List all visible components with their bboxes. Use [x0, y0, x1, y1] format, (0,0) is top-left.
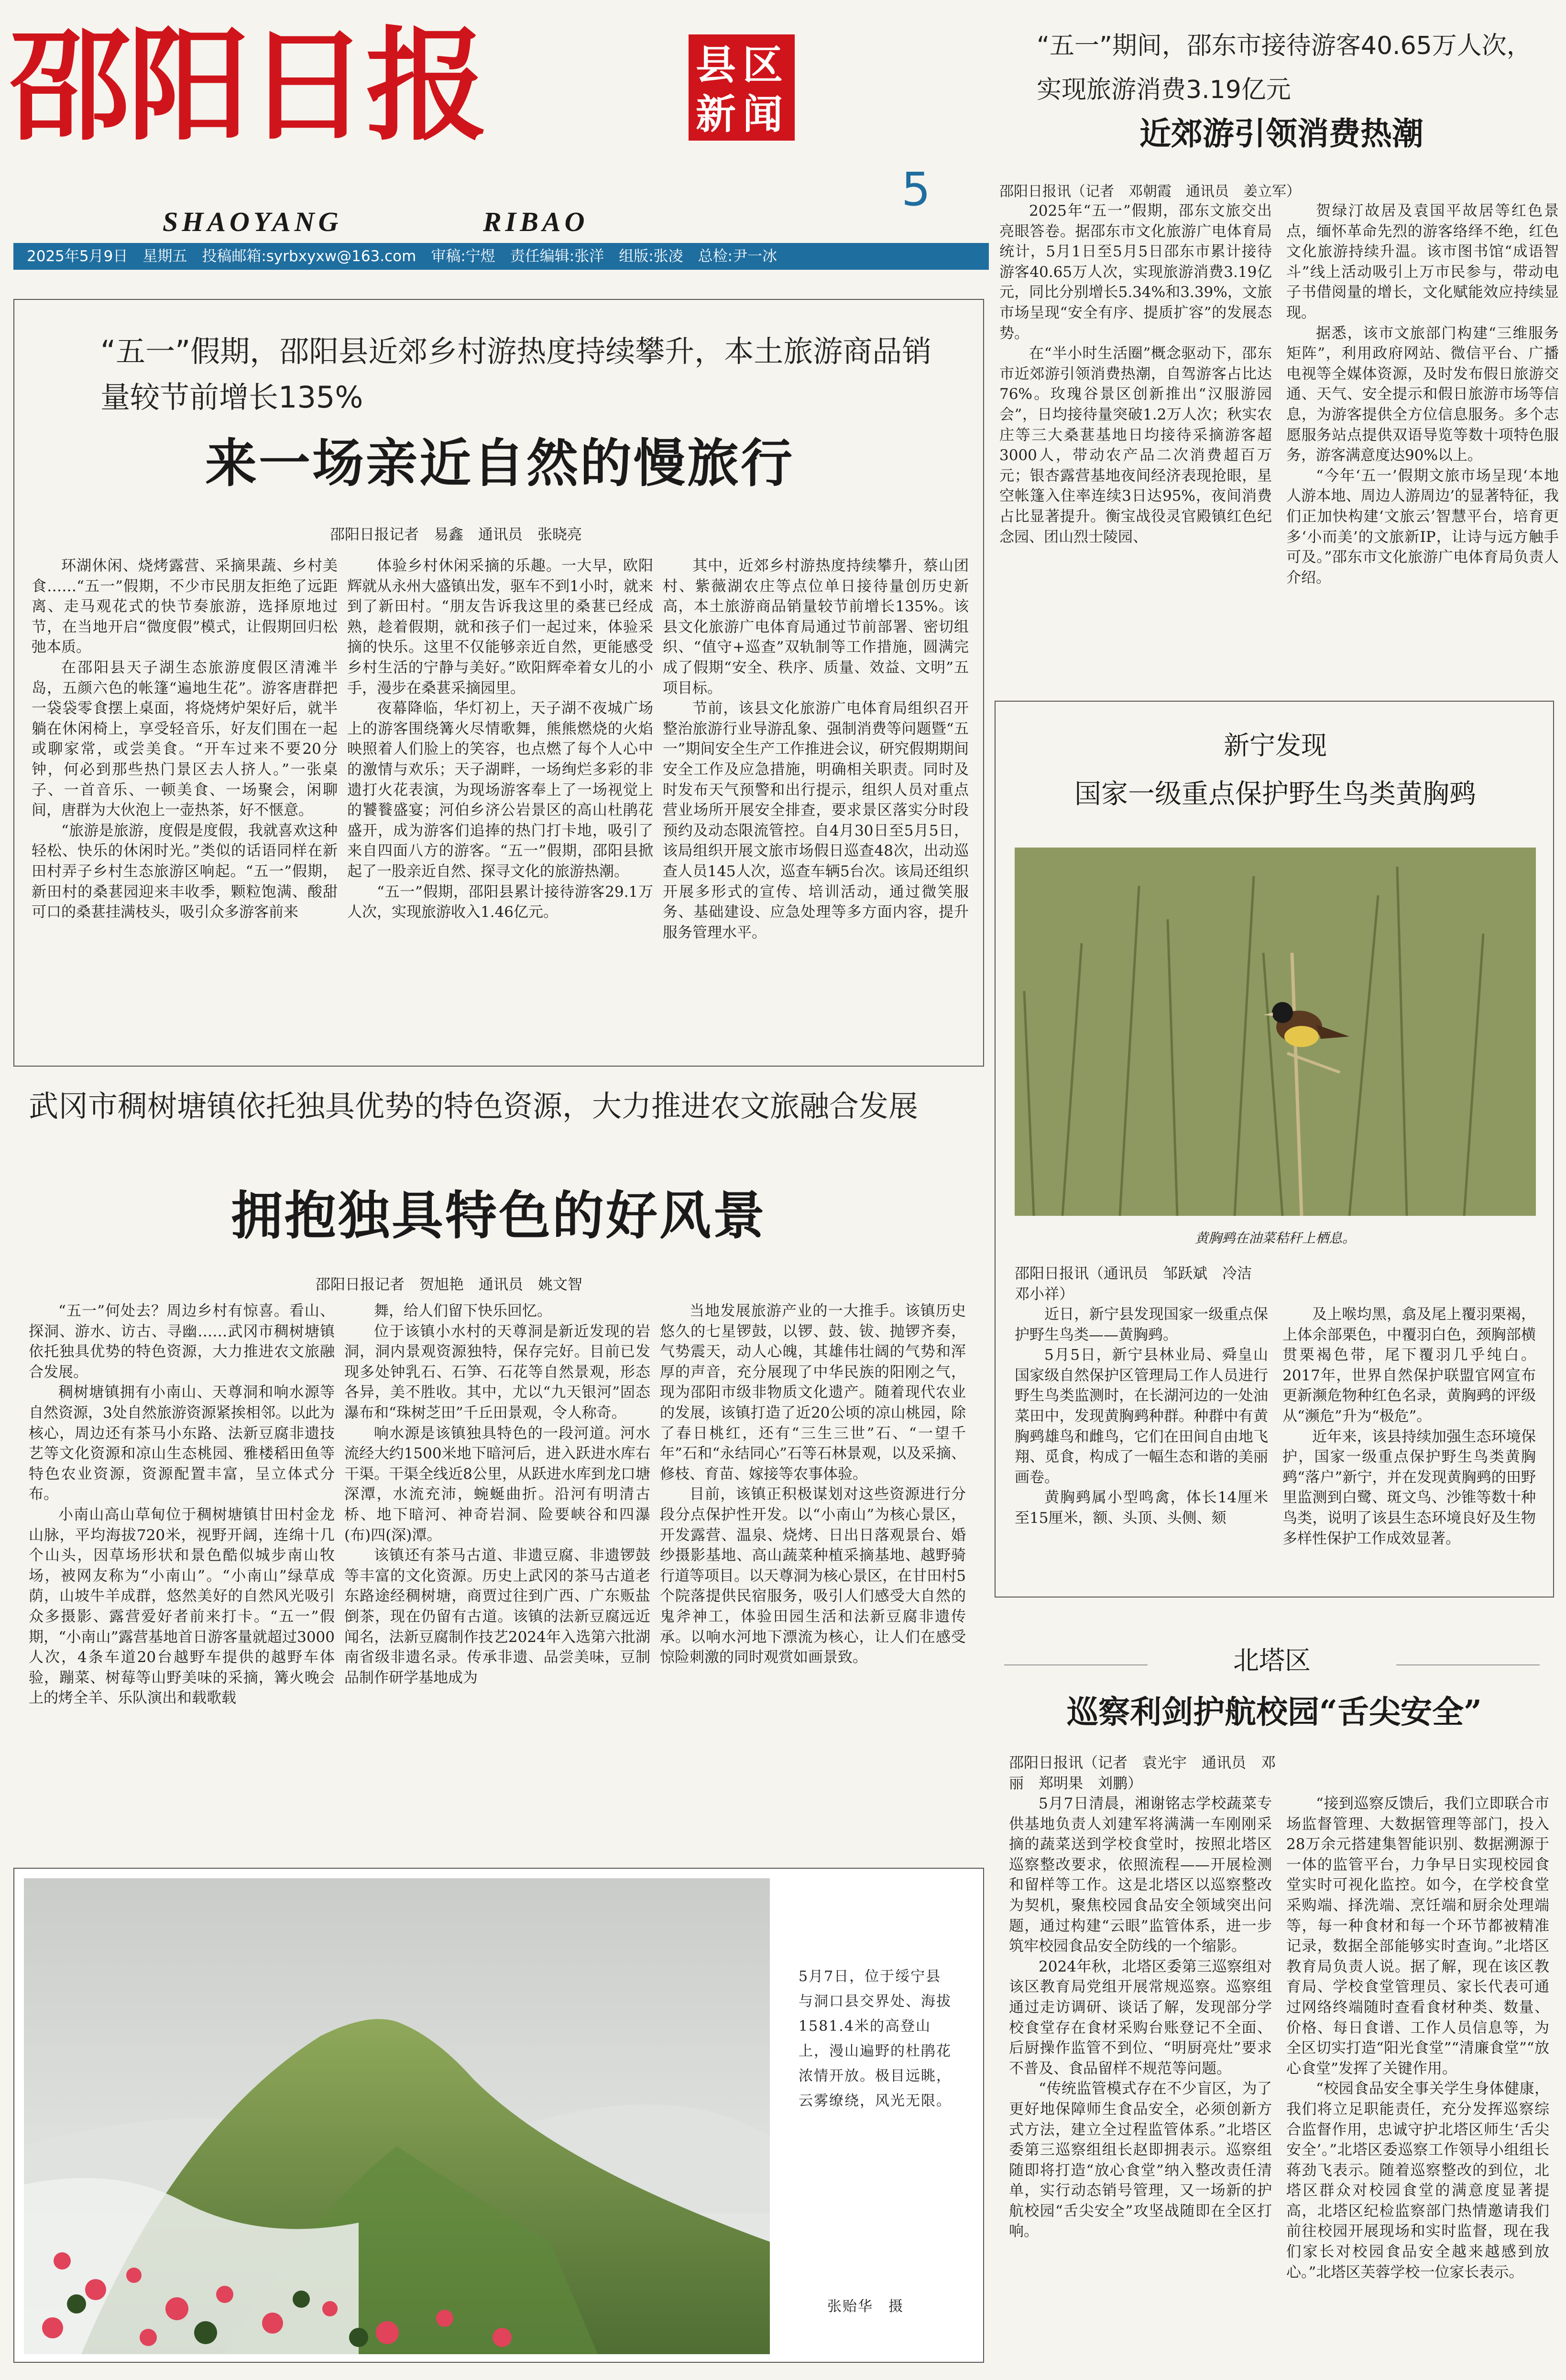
xinning-title: 国家一级重点保护野生鸟类黄胸鹀	[1074, 779, 1476, 810]
dongkou-title: 近郊游引领消费热潮	[1139, 115, 1424, 152]
xinning-byline: 邵阳日报讯（通讯员 邹跃斌 冷洁 邓小祥）	[1015, 1265, 1267, 1303]
beita-body	[1009, 1794, 1549, 2368]
divider	[1396, 1664, 1540, 1665]
masthead-title: 邵阳日报	[9, 14, 485, 157]
masthead-en-right: RIBAO	[483, 206, 589, 237]
masthead-en-left: SHAOYANG	[163, 206, 342, 237]
shaoyang-byline: 邵阳日报记者 易鑫 通讯员 张晓亮	[330, 526, 582, 543]
shaoyang-body	[32, 556, 969, 1053]
xinning-article-frame	[995, 701, 1554, 1598]
section-char: 闻	[742, 90, 783, 138]
section-badge	[689, 34, 795, 141]
article-column: 舞，给人们留下快乐回忆。 位于该镇小水村的天尊洞是新近发现的岩洞，洞内景观资源独特，保存完好。目前已发现多处钟乳石、石笋、石花等自然景观，形态各异，美不胜收。其中，尤以“九天银河”固态瀑布和“珠树芝田”千丘田景观，令人称奇。 响水源是该镇独具特色的一段河道。河水流经大约1500米地下暗河后，进入跃进水库右干渠。干渠全线近8公里，从跃进水库到龙口塘深潭，水流充沛，蜿蜒曲折。沿河有明清古桥、地下暗河、神奇岩洞、险要峡谷和四瀑(布)四(深)潭。 该镇还有茶马古道、非遗豆腐、非遗锣鼓等丰富的文化资源。历史上武冈的茶马古道老东路途经稠树塘，商贾过往到广西、广东贩盐倒茶，现在仍留有古道。该镇的法新豆腐远近闻名，法新豆腐制作技艺2024年入选第六批湖南省级非遗名录。传承非遗、品尝美味，豆制品制作研学基地成为	[344, 1302, 650, 1686]
beita-lead: 北塔区	[1233, 1645, 1311, 1675]
article-column: 2025年“五一”假期，邵东文旅交出亮眼答卷。据邵东市文化旅游广电体育局统计，5月1日至5月5日邵东市累计接待游客40.65万人次，实现旅游消费3.19亿元，同比分别增长5.34%和3.39%，文旅市场呈现“安全有序、提质扩容”的发展态势。 在“半小时生活圈”概念驱动下，邵东市近郊游引领消费热潮，自驾游客占比达76%。玫瑰谷景区创新推出“汉服游园会”，日均接待量突破1.2万人次；秋实农庄等三大桑葚基地日均接待采摘游客超3000人，带动农产品二次消费超百万元；银杏露营基地夜间经济表现抢眼，星空帐篷入住率连续3日达95%，夜间消费占比显著提升。衡宝战役灵官殿镇红色纪念园、团山烈士陵园、	[999, 202, 1272, 546]
divider	[1004, 1664, 1148, 1665]
mountain-photo-credit: 张贻华 摄	[827, 2298, 904, 2315]
wugang-lead: 武冈市稠树塘镇依托独具优势的特色资源，大力推进农文旅融合发展	[29, 1089, 919, 1124]
dongkou-body	[999, 201, 1559, 689]
dongkou-lead: “五一”期间，邵东市接待游客40.65万人次，实现旅游消费3.19亿元	[1037, 32, 1532, 104]
article-column: 体验乡村休闲采摘的乐趣。一大早，欧阳辉就从永州大盛镇出发，驱车不到1小时，就来到了新田村。“朋友告诉我这里的桑葚已经成熟，趁着假期，就和孩子们一起过来，体验采摘的快乐。这里不仅能够亲近自然，更能感受乡村生活的宁静与美好。”欧阳辉牵着女儿的小手，漫步在桑葚采摘园里。 夜幕降临，华灯初上，天子湖不夜城广场上的游客围绕篝火尽情歌舞，熊熊燃烧的火焰映照着人们脸上的笑容，也点燃了每个人心中的激情与欢乐；天子湖畔，一场绚烂多彩的非遗打火花表演，为现场游客奉上了一场视觉上的饕餮盛宴；河伯乡济公岩景区的高山杜鹃花盛开，成为游客们追捧的热门打卡地，吸引了来自四面八方的游客。“五一”假期，邵阳县掀起了一股亲近自然、探寻文化的旅游热潮。 “五一”假期，邵阳县累计接待游客29.1万人次，实现旅游收入1.46亿元。	[347, 557, 653, 921]
bird-on-stalk-photo	[1015, 848, 1536, 1216]
section-char: 新	[695, 90, 736, 138]
shaoyang-article-frame	[13, 299, 984, 1067]
info-bar: 2025年5月9日 星期五 投稿邮箱:syrbxyxw@163.com 审稿:宁煜 责任编辑:张洋 组版:张凌 总检:尹一冰	[13, 243, 989, 270]
beita-title: 巡察利剑护航校园“舌尖安全”	[1067, 1693, 1482, 1730]
wugang-byline: 邵阳日报记者 贺旭艳 通讯员 姚文智	[316, 1276, 582, 1293]
shaoyang-lead: “五一”假期，邵阳县近郊乡村游热度持续攀升，本土旅游商品销量较节前增长135%	[100, 334, 932, 415]
article-column: 5月7日清晨，湘谢铭志学校蔬菜专供基地负责人刘建军将满满一车刚刚采摘的蔬菜送到学校食堂时，按照北塔区巡察整改要求，依照流程——开展检测和留样等工作。这是北塔区以巡察整改为契机，聚焦校园食品安全领域突出问题，通过构建“云眼”监管体系，进一步筑牢校园食品安全防线的一个缩影。 2024年秋，北塔区委第三巡察组对该区教育局党组开展常规巡察。巡察组通过走访调研、谈话了解，发现部分学校食堂存在食材采购台账登记不全面、后厨操作监管不到位、“明厨亮灶”要求不普及、食品留样不规范等问题。 “传统监管模式存在不少盲区，为了更好地保障师生食品安全，必须创新方式方法，建立全过程监管体系。”北塔区委第三巡察组组长赵即拥表示。巡察组随即将打造“放心食堂”纳入整改责任清单，实行动态销号管理，又一场新的护航校园“舌尖安全”攻坚战随即在全区打响。	[1009, 1795, 1272, 2240]
wugang-title: 拥抱独具特色的好风景	[230, 1186, 767, 1246]
article-column: “接到巡察反馈后，我们立即联合市场监督管理、大数据管理等部门，投入28万余元搭建集智能识别、数据溯源于一体的监管平台，力争早日实现校园食堂实时可视化监控。如今，在学校食堂采购端、择洗端、烹饪端和厨余处理端等，每一种食材和每一个环节都被精准记录，数据全部能够实时查询。”北塔区教育局负责人说。据了解，现在该区教育局、学校食堂管理员、家长代表可通过网络终端随时查看食材种类、数量、价格、每日食谱、工作人员信息等，为全区切实打造“阳光食堂”“清廉食堂”“放心食堂”发挥了关键作用。 “校园食品安全事关学生身体健康，我们将立足职能责任，充分发挥巡察综合监督作用，忠诚守护北塔区师生‘舌尖安全’。”北塔区委巡察工作领导小组组长蒋劲飞表示。随着巡察整改的到位，北塔区群众对校园食堂的满意度显著提高，北塔区纪检监察部门热情邀请我们前往校园开展现场和实时监督，现在我们家长对校园食品安全越来越感到放心。”北塔区芙蓉学校一位家长表示。	[1286, 1795, 1549, 2281]
section-char: 区	[742, 41, 783, 88]
section-char: 县	[695, 41, 736, 88]
article-column: 及上喉均黑，翕及尾上覆羽栗褐，上体余部栗色，中覆羽白色，颈胸部横贯栗褐色带，尾下覆羽几乎纯白。2017年，世界自然保护联盟官网宣布更新濒危物种红色名录，黄胸鹀的评级从“濒危”升为“极危”。 近年来，该县持续加强生态环境保护，国家一级重点保护野生鸟类黄胸鹀“落户”新宁，并在发现黄胸鹀的田野里监测到白鹭、斑文鸟、沙锥等数十种鸟类，说明了该县生态环境良好及生物多样性保护工作成效显著。	[1282, 1306, 1536, 1547]
xinning-lead: 新宁发现	[1224, 730, 1327, 760]
mountain-photo-caption: 5月7日，位于绥宁县与洞口县交界处、海拔1581.4米的高登山上，漫山遍野的杜鹃花浓情开放。极目远眺，云雾缭绕，风光无限。	[799, 1968, 952, 2109]
mountain-photo-frame	[13, 1868, 984, 2363]
article-column: 当地发展旅游产业的一大推手。该镇历史悠久的七星锣鼓，以锣、鼓、钹、抛锣齐奏，气势震天，动人心魄，其雄伟壮阔的气势和浑厚的声音，充分展现了中华民族的阳刚之气，现为邵阳市级非物质文化遗产。随着现代农业的发展，该镇打造了近20公顷的凉山桃园，除了春日桃红，还有“三生三世”石、“一望千年”石和“永结同心”石等石林景观，以及采摘、修枝、育苗、嫁接等农事体验。 目前，该镇正积极谋划对这些资源进行分段分点保护性开发。以“小南山”为核心景区，开发露营、温泉、烧烤、日出日落观景台、婚纱摄影基地、高山蔬菜种植采摘基地、越野骑行道等项目。以天尊洞为核心景区，在甘田村5个院落提供民宿服务，吸引人们感受大自然的鬼斧神工，体验田园生活和法新豆腐非遗传承。以响水河地下漂流为核心，让人们在感受惊险刺激的同时观赏如画景致。	[660, 1302, 966, 1666]
dongkou-byline: 邵阳日报讯（记者 邓朝霞 通讯员 姜立军）	[999, 183, 1301, 200]
article-column: 贺绿汀故居及袁国平故居等红色景点，缅怀革命先烈的游客络绎不绝，红色文化旅游持续升温。该市图书馆“成语智斗”线上活动吸引上万市民参与，带动电子书借阅量的增长，文化赋能效应持续显现。 据悉，该市文旅部门构建“三维服务矩阵”，利用政府网站、微信平台、广播电视等全媒体资源，及时发布假日旅游交通、天气、安全提示和假日旅游市场等信息，为游客提供全方位信息服务。多个志愿服务站点提供双语导览等数十项特色服务，游客满意度达90%以上。 “今年‘五一’假期文旅市场呈现‘本地人游本地、周边人游周边’的显著特征，我们正加快构建‘文旅云’智慧平台，培育更多‘小而美’的文旅新IP，让诗与远方触手可及。”邵东市文化旅游广电体育局负责人介绍。	[1286, 202, 1559, 586]
page-number: 5	[901, 163, 931, 216]
shaoyang-title: 来一场亲近自然的慢旅行	[205, 433, 794, 494]
beita-byline: 邵阳日报讯（记者 袁光宇 通讯员 邓丽 郑明果 刘鹏）	[1009, 1754, 1276, 1792]
bird-photo-caption: 黄胸鹀在油菜秸秆上栖息。	[1194, 1230, 1356, 1246]
mountain-azalea-photo	[24, 1878, 770, 2354]
wugang-body	[29, 1301, 966, 1851]
article-column: 环湖休闲、烧烤露营、采摘果蔬、乡村美食……“五一”假期，不少市民朋友拒绝了远距离、走马观花式的快节奏旅游，选择原地过节，在当地开启“微度假”模式，让假期回归松弛本质。 在邵阳县天子湖生态旅游度假区清滩半岛，五颜六色的帐篷“遍地生花”。游客唐群把一袋袋零食摆上桌面，将烧烤炉架好后，就半躺在休闲椅上，享受轻音乐，好友们围在一起或聊家常，或尝美食。“开车过来不要20分钟，何必到那些热门景区去人挤人。”一张桌子、一首音乐、一顿美食、一场聚会，闲聊间，唐群为大伙泡上一壶热茶，好不惬意。 “旅游是旅游，度假是度假，我就喜欢这种轻松、快乐的休闲时光。”类似的话语同样在新田村弄子乡村生态旅游区响起。“五一”假期，新田村的桑葚园迎来丰收季，颗粒饱满、酸甜可口的桑葚挂满枝头，吸引众多游客前来	[32, 557, 338, 921]
xinning-body	[1015, 1304, 1536, 1587]
article-column: 近日，新宁县发现国家一级重点保护野生鸟类——黄胸鹀。 5月5日，新宁县林业局、舜皇山国家级自然保护区管理局工作人员进行野生鸟类监测时，在长湖河边的一处油菜田中，发现黄胸鹀种群。种群中有黄胸鹀雄鸟和雌鸟，它们在田间自由地飞翔、觅食，构成了一幅生态和谐的美丽画卷。 黄胸鹀属小型鸣禽，体长14厘米至15厘米，额、头顶、头侧、颏	[1015, 1306, 1268, 1527]
article-column: 其中，近郊乡村游热度持续攀升，蔡山团村、紫薇湖农庄等点位单日接待量创历史新高，本土旅游商品销量较节前增长135%。该县文化旅游广电体育局通过节前部署、密切组织、“值守+巡查”双轨制等工作措施，圆满完成了假期“安全、秩序、质量、效益、文明”五项目标。 节前，该县文化旅游广电体育局组织召开整治旅游行业导游乱象、强制消费等问题暨“五一”期间安全生产工作推进会议，研究假期期间安全工作及应急措施，明确相关职责。同时及时发布天气预警和出行提示，组织人员对重点营业场所开展安全排查，要求景区落实分时段预约及动态限流管控。自4月30日至5月5日，该局组织开展文旅市场假日巡查48次，出动巡查人员145人次，巡查车辆5台次。该局还组织开展多形式的宣传、培训活动，通过微笑服务、基础建设、应急处理等多方面内容，提升服务管理水平。	[663, 557, 969, 941]
article-column: “五一”何处去？周边乡村有惊喜。看山、探洞、游水、访古、寻幽……武冈市稠树塘镇依托独具优势的特色资源，大力推进农文旅融合发展。 稠树塘镇拥有小南山、天尊洞和响水源等自然资源，3处自然旅游资源紧挨相邻。以此为核心，周边还有茶马小东路、法新豆腐非遗技艺等文化资源和凉山生态桃园、雅楼稻田鱼等特色农业资源，资源配置丰富，呈立体式分布。 小南山高山草甸位于稠树塘镇甘田村金龙山脉，平均海拔720米，视野开阔，连绵十几个山头，因草场形状和景色酷似城步南山牧场，被网友称为“小南山”。“小南山”绿草成荫，山坡牛羊成群，悠然美好的自然风光吸引众多摄影、露营爱好者前来打卡。“五一”假期，“小南山”露营基地首日游客量就超过3000人次，4条车道20台越野车提供的越野车体验，蹦菜、树莓等山野美味的采摘，篝火晚会上的烤全羊、乐队演出和载歌载	[29, 1302, 335, 1707]
